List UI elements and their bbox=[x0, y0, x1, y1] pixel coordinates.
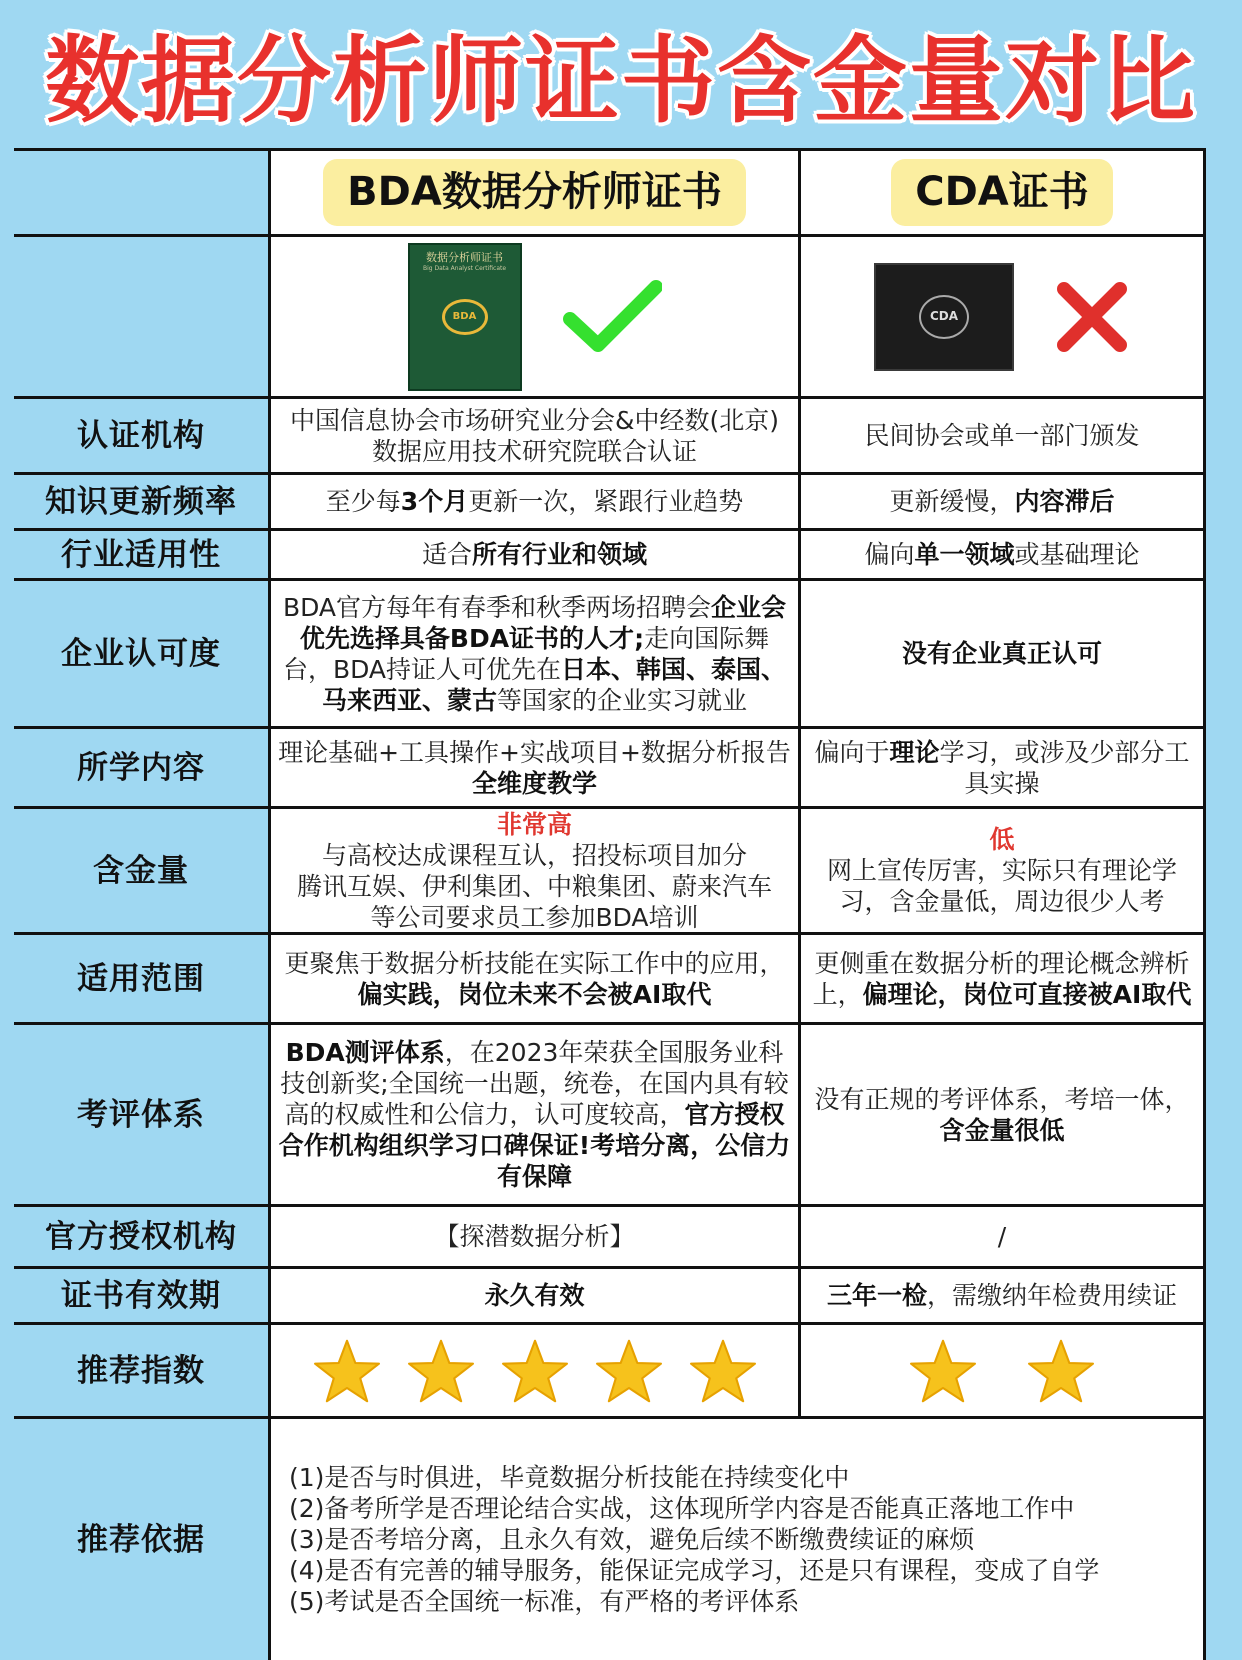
bda-authorized: 【探潜数据分析】 bbox=[268, 1204, 798, 1266]
row-label-scope: 适用范围 bbox=[14, 932, 268, 1022]
row-label-rating: 推荐指数 bbox=[14, 1322, 268, 1416]
bda-assess: BDA测评体系，在2023年荣获全国服务业科技创新奖;全国统一出题，统卷，在国内具有较高的权威性和公信力，认可度较高，官方授权合作机构组织学习口碑保证!考培分离，公信力有保障 bbox=[268, 1022, 798, 1204]
row-label-assess: 考评体系 bbox=[14, 1022, 268, 1204]
bda-scope: 更聚焦于数据分析技能在实际工作中的应用，偏实践，岗位未来不会被AI取代 bbox=[268, 932, 798, 1022]
bda-content: 理论基础+工具操作+实战项目+数据分析报告全维度教学 bbox=[268, 726, 798, 806]
cda-org: 民间协会或单一部门颁发 bbox=[798, 396, 1206, 472]
basis-list bbox=[268, 1416, 1206, 1660]
header-bda bbox=[268, 148, 798, 234]
comparison-table bbox=[14, 148, 1206, 1660]
basis-item: (3)是否考培分离，且永久有效，避免后续不断缴费续证的麻烦 bbox=[289, 1525, 975, 1554]
header-cda-label: CDA证书 bbox=[891, 159, 1113, 226]
bda-recognition: BDA官方每年有春季和秋季两场招聘会企业会优先选择具备BDA证书的人才;走向国际舞台，BDA持证人可优先在日本、韩国、泰国、马来西亚、蒙古等国家的企业实习就业 bbox=[268, 578, 798, 726]
cda-content: 偏向于理论学习，或涉及少部分工具实操 bbox=[798, 726, 1206, 806]
header-bda-label: BDA数据分析师证书 bbox=[323, 159, 746, 226]
row-label-basis: 推荐依据 bbox=[14, 1416, 268, 1660]
star-icon bbox=[688, 1338, 758, 1404]
cda-authorized: / bbox=[798, 1204, 1206, 1266]
cda-image-cell bbox=[798, 234, 1206, 396]
cda-rating bbox=[798, 1322, 1206, 1416]
row-label-validity: 证书有效期 bbox=[14, 1266, 268, 1322]
cda-scope: 更侧重在数据分析的理论概念辨析上，偏理论，岗位可直接被AI取代 bbox=[798, 932, 1206, 1022]
bda-industry: 适合所有行业和领域 bbox=[268, 528, 798, 578]
bda-value: 非常高 与高校达成课程互认，招投标项目加分 腾讯互娱、伊利集团、中粮集团、蔚来汽车 等公司要求员工参加BDA培训 bbox=[268, 806, 798, 932]
row-label-update: 知识更新频率 bbox=[14, 472, 268, 528]
cda-star-rating bbox=[908, 1338, 1096, 1404]
cda-recognition: 没有企业真正认可 bbox=[798, 578, 1206, 726]
row-label-org: 认证机构 bbox=[14, 396, 268, 472]
corner-cell bbox=[14, 148, 268, 234]
bda-certificate-image: 数据分析师证书 Big Data Analyst Certificate BDA bbox=[408, 243, 522, 391]
basis-item: (5)考试是否全国统一标准，有严格的考评体系 bbox=[289, 1587, 800, 1616]
row-label-recognition: 企业认可度 bbox=[14, 578, 268, 726]
bda-image-cell bbox=[268, 234, 798, 396]
cda-value-level: 低 bbox=[989, 825, 1015, 854]
bda-update: 至少每3个月更新一次，紧跟行业趋势 bbox=[268, 472, 798, 528]
bda-rating bbox=[268, 1322, 798, 1416]
header-cda bbox=[798, 148, 1206, 234]
bda-logo: BDA bbox=[442, 299, 488, 335]
cda-logo: CDA bbox=[919, 295, 969, 339]
check-icon bbox=[562, 277, 662, 357]
star-icon bbox=[312, 1338, 382, 1404]
cross-icon bbox=[1054, 279, 1130, 355]
cda-value: 低 网上宣传厉害，实际只有理论学 习，含金量低，周边很少人考 bbox=[798, 806, 1206, 932]
row-label-industry: 行业适用性 bbox=[14, 528, 268, 578]
row-label-value: 含金量 bbox=[14, 806, 268, 932]
basis-item: (4)是否有完善的辅导服务，能保证完成学习，还是只有课程，变成了自学 bbox=[289, 1556, 1100, 1585]
image-row-label bbox=[14, 234, 268, 396]
star-icon bbox=[594, 1338, 664, 1404]
basis-item: (1)是否与时俱进，毕竟数据分析技能在持续变化中 bbox=[289, 1463, 850, 1492]
row-label-content: 所学内容 bbox=[14, 726, 268, 806]
star-icon bbox=[1026, 1338, 1096, 1404]
bda-value-level: 非常高 bbox=[496, 809, 572, 839]
star-icon bbox=[500, 1338, 570, 1404]
cda-certificate-image bbox=[874, 263, 1014, 371]
cda-update: 更新缓慢，内容滞后 bbox=[798, 472, 1206, 528]
star-icon bbox=[406, 1338, 476, 1404]
cda-validity: 三年一检，需缴纳年检费用续证 bbox=[798, 1266, 1206, 1322]
bda-org: 中国信息协会市场研究业分会&中经数(北京) 数据应用技术研究院联合认证 bbox=[268, 396, 798, 472]
star-icon bbox=[908, 1338, 978, 1404]
page-title: 数据分析师证书含金量对比 bbox=[44, 27, 1197, 136]
cda-assess: 没有正规的考评体系，考培一体， 含金量很低 bbox=[798, 1022, 1206, 1204]
bda-star-rating bbox=[312, 1338, 758, 1404]
cda-industry: 偏向单一领域或基础理论 bbox=[798, 528, 1206, 578]
basis-item: (2)备考所学是否理论结合实战，这体现所学内容是否能真正落地工作中 bbox=[289, 1494, 1075, 1523]
row-label-authorized: 官方授权机构 bbox=[14, 1204, 268, 1266]
bda-validity: 永久有效 bbox=[268, 1266, 798, 1322]
